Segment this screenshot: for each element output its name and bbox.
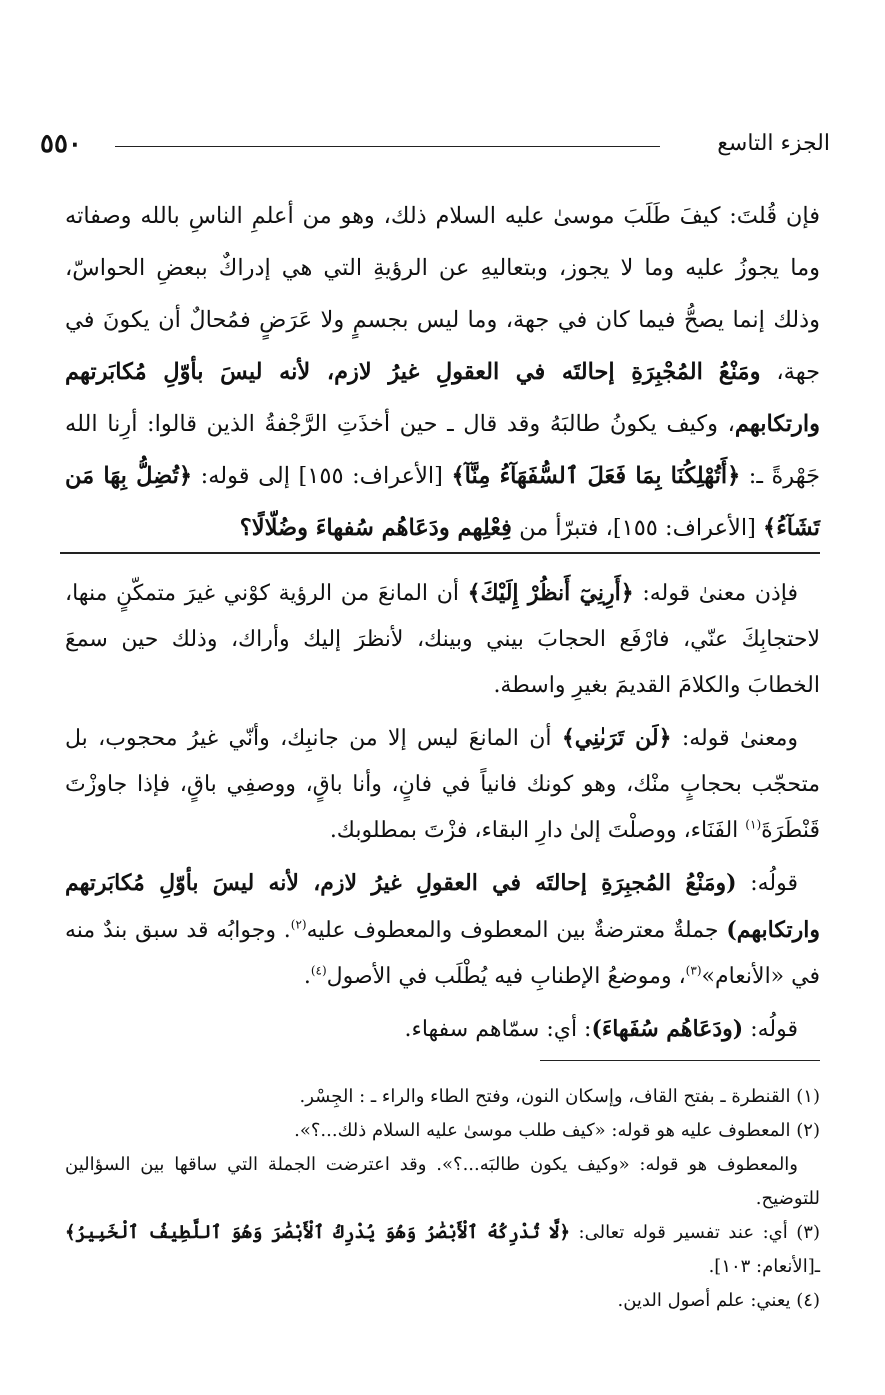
sharh-text-span: قولُه:	[736, 871, 798, 896]
footnote	[65, 1216, 820, 1284]
page-header	[40, 126, 830, 162]
quran-verse: ٱلسُّفَهَآءُ مِنَّآ﴾	[451, 463, 579, 489]
sharh-text-span: . وجوابُه قد سبق بندٌ منه في «الأنعام»	[65, 918, 820, 989]
sharh-text-span: : أي: سمّاهم سفهاء.	[404, 1017, 592, 1042]
sharh-paragraph	[65, 570, 820, 709]
matn-line: إنما يصحُّ فيما كان في جهة، وما ليس بجسمٍ ولا عَرَضٍ فمُحالٌ أن يكونَ في جهة،	[65, 307, 820, 385]
sharh-paragraph	[65, 715, 820, 854]
footnote-ref[interactable]: (٤)	[310, 963, 327, 978]
running-title: الجزء التاسع	[717, 131, 830, 156]
footnotes	[65, 1080, 820, 1318]
quran-verse: ﴿أَتُهْلِكُنَا بِمَا فَعَلَ	[587, 463, 741, 489]
header-rule	[115, 146, 660, 147]
matn-bold: ومَنْعُ	[718, 359, 761, 385]
matn-paragraph	[65, 190, 820, 554]
matn-line: وما يجوزُ عليه وما لا يجوز، وبتعاليهِ عن الرؤيةِ التي هي إدراكٌ ببعضِ الحواسّ، وذلك	[65, 255, 821, 333]
footnote-text: (٣) أي: عند تفسير قوله تعالى:	[570, 1222, 820, 1243]
quoted-matn: (ودَعَاهُم سُفَهاءَ)	[591, 1016, 744, 1042]
quran-verse: ﴿لَّا تُدْرِكُهُ ٱلْأَبْصَٰرُ وَهُوَ يُدْرِكُ ٱلْأَبْصَٰرَ وَهُوَ ٱللَّطِيفُ ٱلْخَبِيرُ﴾	[65, 1222, 571, 1243]
sharh-text-span: الفَنَاء، ووصلْتَ إلىٰ دارِ البقاء، فزْتَ بمطلوبك.	[329, 818, 746, 843]
footnote: (٢) المعطوف عليه هو قوله: «كيف طلب موسىٰ عليه السلام ذلك...؟».	[294, 1120, 820, 1141]
footnote-ref[interactable]: (١)	[745, 817, 762, 832]
matn-text	[65, 190, 820, 554]
matn-line: طالبَهُ وقد قال ـ حين أخذَتِ الرَّجْفةُ الذين قالوا: أرِنا الله جَهْرةً ـ:	[65, 411, 821, 489]
sharh-text-span: .	[303, 964, 311, 989]
quran-verse: ﴿تُضِلُّ بِهَا مَن تَشَآءُ﴾	[65, 463, 820, 541]
footnote-text: ـ[الأنعام: ١٠٣].	[708, 1256, 820, 1277]
sharh-paragraph	[65, 1006, 820, 1053]
footnote-rule	[540, 1060, 820, 1061]
footnote-ref[interactable]: (٢)	[290, 917, 307, 932]
matn-line: [الأعراف: ١٥٥]، فتبرّأ من	[519, 515, 764, 541]
matn-line: [الأعراف: ١٥٥] إلى قوله:	[192, 463, 452, 489]
quoted-matn: (ومَنْعُ المُجبِرَةِ إحالتَه في العقولِ غيرُ لازم، لأنه ليسَ بأوّلِ مُكابَرتهم وارتكابهم)	[65, 870, 820, 943]
sharh-paragraph	[65, 860, 820, 1000]
matn-separator	[60, 552, 820, 554]
footnote: (١) القنطرة ـ بفتح القاف، وإسكان النون، وفتح الطاء والراء ـ : الجِسْر.	[299, 1086, 820, 1107]
footnote-continuation: والمعطوف هو قوله: «وكيف يكون طالبَه...؟». وقد اعترضت الجملة التي ساقها بين السؤالين للتوضيح.	[65, 1154, 820, 1209]
sharh-text-span: جملةٌ معترضةٌ بين المعطوف والمعطوف عليه	[306, 918, 727, 943]
sharh-text-span: ومعنىٰ قوله:	[671, 726, 798, 751]
footnote: (٤) يعني: علم أصول الدين.	[617, 1290, 820, 1311]
sharh-text-span: ، وموضعُ الإطنابِ فيه يُطْلَب في الأصول	[326, 964, 686, 989]
matn-bold: فِعْلِهم ودَعَاهُم سُفهاءَ وضُلّالًا؟	[239, 515, 512, 541]
sharh-text-span: أن المانعَ من الرؤية كوْني غيرَ متمكّنٍ منها، لاحتجابِكَ عنّي، فارْفَع الحجابَ بيني وبينك، لأنظرَ إليك وأراك، وذلك حين سمعَ الخطابَ والكلامَ القديمَ بغيرِ واسطة.	[65, 581, 820, 698]
sharh-text	[65, 570, 820, 1059]
matn-line: ، وكيف يكونُ	[609, 411, 735, 437]
quran-verse: ﴿أَرِنِيٓ أَنظُرْ إِلَيْكَ﴾	[467, 580, 634, 606]
matn-bold: المُجْبِرَةِ إحالتَه في العقولِ غيرُ لازم، لأنه ليسَ بأوّلِ مُكابَرتهم وارتكابهم	[65, 359, 820, 437]
footnote-ref[interactable]: (٣)	[685, 963, 702, 978]
page-number: ٥٥٠	[40, 129, 82, 159]
quran-verse: ﴿لَن تَرَىٰنِي﴾	[561, 725, 672, 751]
sharh-text-span: فإذن معنىٰ قوله:	[633, 581, 798, 606]
sharh-text-span: أن المانعَ ليس إلا من جانبِك، وأنّي غيرُ محجوب، بل متحجّب بحجابٍ منْك، وهو كونك فانياً في فانٍ، وأنا باقٍ، ووصفِي باقٍ، فإذا جاوزْتَ قَنْطَرَةَ	[65, 726, 820, 843]
sharh-text-span: قولُه:	[743, 1017, 798, 1042]
matn-line: فإن قُلتَ: كيفَ طَلَبَ موسىٰ عليه السلام ذلك، وهو من أعلمِ الناسِ بالله وصفاته	[65, 203, 820, 229]
